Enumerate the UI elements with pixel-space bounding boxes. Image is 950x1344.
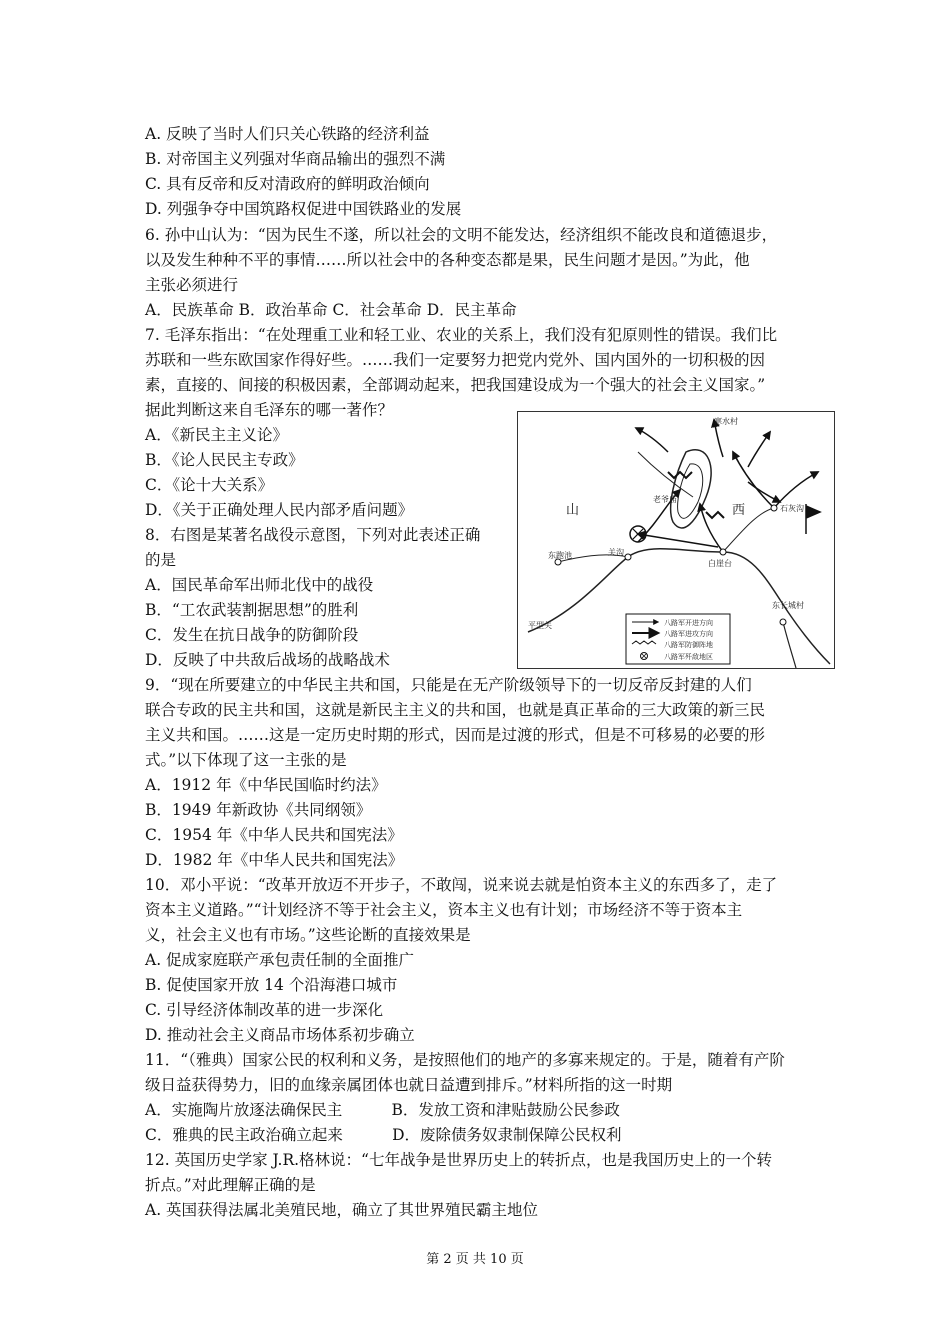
text-line: B．“工农武装割据思想”的胜利: [145, 601, 359, 619]
text-line: A. 促成家庭联产承包责任制的全面推广: [145, 951, 415, 969]
place-label-shan: 山: [566, 503, 580, 518]
text-line: 式。”以下体现了这一主张的是: [145, 751, 347, 769]
text-line: C. 引导经济体制改革的进一步深化: [145, 1001, 384, 1019]
place-label-baiyatai: 白崖台: [708, 559, 732, 568]
text-line: C．《论十大关系》: [145, 476, 274, 494]
text-line: 的是: [145, 551, 177, 569]
attack-arrow: [748, 432, 770, 467]
text-line: 主义共和国。……这是一定历史时期的形式，因而是过渡的形式，但是不可移易的必要的形: [145, 726, 766, 744]
place-label-xi: 西: [732, 503, 746, 518]
text-line: C. 具有反帝和反对清政府的鲜明政治倾向: [145, 175, 430, 193]
text-line: 7. 毛泽东指出：“在处理重工业和轻工业、农业的关系上，我们没有犯原则性的错误。我们比: [145, 326, 778, 344]
text-line: A．民族革命 B．政治革命 C．社会革命 D．民主革命: [145, 301, 517, 319]
text-line: 据此判断这来自毛泽东的哪一著作？: [145, 401, 394, 419]
legend-item: 八路军开进方向: [664, 619, 713, 627]
text-line: 6. 孙中山认为：“因为民生不遂，所以社会的文明不能发达，经济组织不能改良和道德退步，: [145, 226, 778, 244]
text-line: 联合专政的民主共和国，这就是新民主主义的共和国，也就是真正革命的三大政策的新三民: [145, 701, 766, 719]
place-label-hanshuicun: 寒水村: [714, 417, 738, 426]
road-line: [723, 508, 774, 552]
text-line: A．《新民主主义论》: [145, 426, 288, 444]
text-line: 8．右图是某著名战役示意图，下列对此表述正确: [145, 526, 481, 544]
place-label-dongpaochi: 东跑池: [548, 551, 572, 560]
text-line: B．《论人民民主专政》: [145, 451, 304, 469]
attack-arrow: [774, 472, 818, 508]
text-line: A．国民革命军出师北伐中的战役: [145, 576, 374, 594]
text-line: 以及发生种种不平的事情……所以社会中的各种变态都是果，民生问题才是因。”为此，他: [145, 251, 750, 269]
place-label-guangou: 关沟: [608, 548, 624, 557]
text-line: D．《关于正确处理人民内部矛盾问题》: [145, 501, 414, 519]
place-label-shihuigou: 石灰沟: [780, 504, 804, 513]
battle-map-figure: [517, 411, 835, 669]
text-line: D．1982 年《中华人民共和国宪法》: [145, 851, 404, 869]
valley-outline: [671, 450, 711, 528]
text-line: 10．邓小平说：“改革开放迈不开步子，不敢闯，说来说去就是怕资本主义的东西多了，走了: [145, 876, 778, 894]
text-line: C．1954 年《中华人民共和国宪法》: [145, 826, 403, 844]
text-line: 义，社会主义也有市场。”这些论断的直接效果是: [145, 926, 471, 944]
town-marker: [771, 505, 777, 511]
text-line: 11．“（雅典）国家公民的权利和义务，是按照他们的地产的多寡来规定的。于是，随着有产阶: [145, 1051, 785, 1069]
text-line: 素，直接的、间接的积极因素，全部调动起来，把我国建设成为一个强大的社会主义国家。”: [145, 376, 766, 394]
attack-arrow: [638, 534, 718, 547]
text-line: B. 促使国家开放 14 个沿海港口城市: [145, 976, 398, 994]
text-line: 苏联和一些东欧国家作得好些。……我们一定要努力把党内党外、国内国外的一切积极的因: [145, 351, 766, 369]
legend-item: 八路军防御阵地: [664, 641, 713, 649]
text-line: C．雅典的民主政治确立起来 D．废除债务奴隶制保障公民权利: [145, 1126, 622, 1144]
flag-icon: [806, 504, 820, 534]
place-label-pingxingguan: 平型关: [528, 621, 552, 630]
text-line: B. 对帝国主义列强对华商品输出的强烈不满: [145, 150, 446, 168]
text-line: 资本主义道路。”“计划经济不等于社会主义，资本主义也有计划；市场经济不等于资本主: [145, 901, 743, 919]
defense-line: [668, 472, 692, 478]
town-marker: [720, 549, 726, 555]
text-line: D. 推动社会主义商品市场体系初步确立: [145, 1026, 415, 1044]
text-line: A．实施陶片放逐法确保民主 B．发放工资和津贴鼓励公民参政: [145, 1101, 620, 1119]
battle-map-svg: [518, 412, 834, 668]
text-line: A．1912 年《中华民国临时约法》: [145, 776, 387, 794]
legend-item: 八路军歼敌地区: [664, 653, 713, 661]
text-line: 级日益获得势力，旧的血缘亲属团体也就日益遭到排斥。”材料所指的这一时期: [145, 1076, 673, 1094]
text-line: 主张必须进行: [145, 276, 239, 294]
place-label-laoyemiao: 老爷庙: [653, 495, 677, 504]
road-line: [783, 622, 796, 668]
legend-item: 八路军进攻方向: [664, 630, 713, 638]
text-line: B．1949 年新政协《共同纲领》: [145, 801, 372, 819]
text-line: 12. 英国历史学家 J.R.格林说：“七年战争是世界历史上的转折点，也是我国历史上的一个转: [145, 1151, 772, 1169]
town-marker: [625, 554, 631, 560]
text-line: C．发生在抗日战争的防御阶段: [145, 626, 359, 644]
text-line: D．反映了中共敌后战场的战略战术: [145, 651, 390, 669]
text-line: D. 列强争夺中国筑路权促进中国铁路业的发展: [145, 200, 462, 218]
place-label-dongchangchengcun: 东长城村: [772, 601, 804, 610]
text-line: A. 反映了当时人们只关心铁路的经济利益: [145, 125, 430, 143]
map-legend: [626, 614, 730, 664]
text-line: 折点。”对此理解正确的是: [145, 1176, 316, 1194]
attack-arrow: [636, 428, 668, 452]
text-line: A. 英国获得法属北美殖民地，确立了其世界殖民霸主地位: [145, 1201, 539, 1219]
page-footer: 第 2 页 共 10 页: [426, 1252, 524, 1267]
attack-arrow: [733, 452, 774, 508]
town-marker: [780, 619, 786, 625]
attack-arrow: [748, 482, 780, 502]
defense-line: [706, 512, 724, 518]
text-line: 9．“现在所要建立的中华民主共和国，只能是在无产阶级领导下的一切反帝反封建的人们: [145, 676, 752, 694]
